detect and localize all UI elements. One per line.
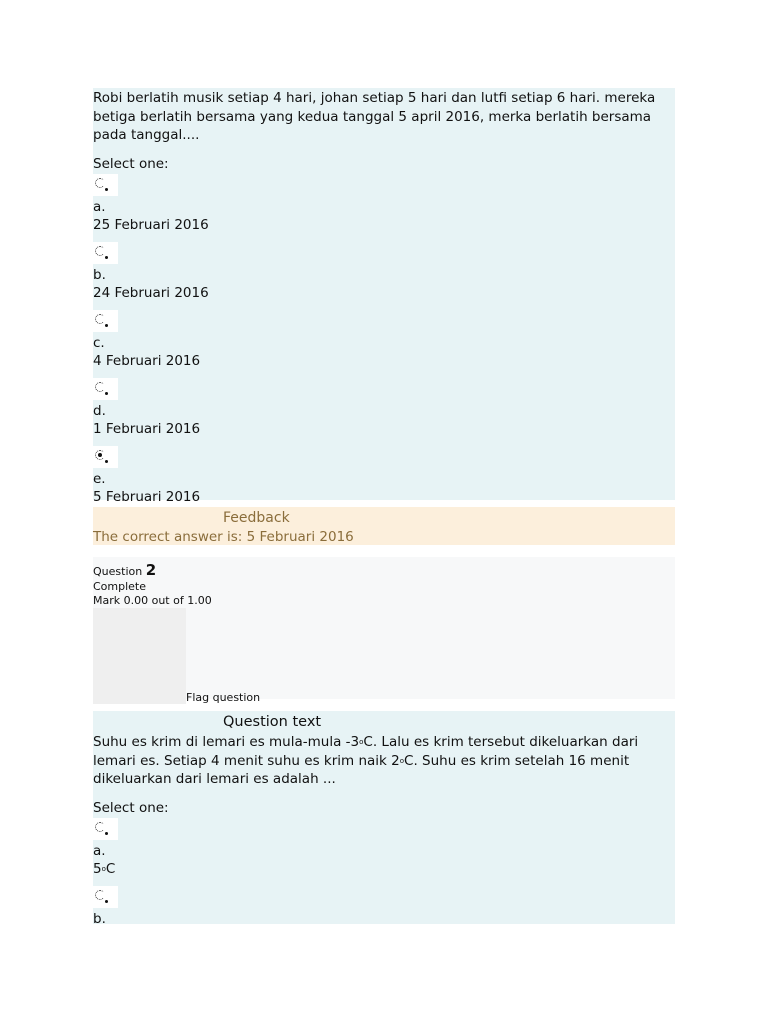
degree-sign: o xyxy=(101,864,106,873)
radio-button[interactable] xyxy=(93,310,118,332)
option-text xyxy=(93,860,675,878)
option-letter: c. xyxy=(93,334,105,351)
select-one-label: Select one: xyxy=(93,799,169,816)
radio-icon xyxy=(95,314,105,324)
question-1-text: Robi berlatih musik setiap 4 hari, johan setiap 5 hari dan lutfi setiap 6 hari. mereka betiga berlatih bersama yang kedua tanggal 5 april 2016, merka berlatih bersama pada tanggal.... xyxy=(93,90,656,143)
option-text: 1 Februari 2016 xyxy=(93,420,201,437)
radio-button[interactable] xyxy=(93,378,118,400)
question-label: Question xyxy=(93,565,143,578)
feedback-block xyxy=(93,507,675,545)
radio-icon xyxy=(95,382,105,392)
question-1-block xyxy=(93,88,675,505)
radio-button[interactable] xyxy=(93,818,118,840)
flag-icon[interactable] xyxy=(93,608,186,704)
option-a[interactable] xyxy=(93,818,675,878)
question-number xyxy=(93,557,675,579)
degree-sign: o xyxy=(359,738,364,746)
option-letter: b. xyxy=(93,910,106,927)
option-b[interactable] xyxy=(93,242,675,302)
q2-text-3: C. Suhu es krim setelah 16 menit dikeluarkan dari lemari es adalah ... xyxy=(93,752,630,787)
radio-button[interactable] xyxy=(93,174,118,196)
option-b[interactable] xyxy=(93,886,675,928)
q2-text-1: Suhu es krim di lemari es mula-mula -3 xyxy=(93,734,360,750)
radio-icon xyxy=(95,890,105,900)
option-unit: C xyxy=(105,860,116,877)
radio-button[interactable] xyxy=(93,886,118,908)
option-value: 5 xyxy=(93,860,102,877)
feedback-title: Feedback xyxy=(223,510,290,526)
option-letter: d. xyxy=(93,402,106,419)
degree-sign: o xyxy=(399,756,405,765)
option-letter: e. xyxy=(93,470,106,487)
radio-button[interactable] xyxy=(93,242,118,264)
option-text: 24 Februari 2016 xyxy=(93,284,209,301)
q2-text-2: C. Lalu es krim tersebut dikeluarkan dari lemari es. Setiap 4 menit suhu es krim naik 2 xyxy=(93,734,639,769)
radio-checked-icon xyxy=(95,450,105,460)
question-state: Complete xyxy=(93,580,147,593)
radio-icon xyxy=(95,246,105,256)
option-letter: a. xyxy=(93,198,106,215)
question-2-text xyxy=(93,732,675,789)
question-number-value: 2 xyxy=(145,561,157,579)
option-a[interactable] xyxy=(93,174,675,234)
option-text: 5 Februari 2016 xyxy=(93,488,201,505)
question-2-info xyxy=(93,557,675,704)
option-c[interactable] xyxy=(93,310,675,370)
option-text: 25 Februari 2016 xyxy=(93,216,209,233)
option-letter: a. xyxy=(93,842,106,859)
radio-icon xyxy=(95,822,105,832)
option-e[interactable] xyxy=(93,446,675,506)
question-text-title: Question text xyxy=(223,714,322,730)
question-mark: Mark 0.00 out of 1.00 xyxy=(93,594,212,607)
flag-question-area[interactable] xyxy=(93,608,675,705)
question-2-block xyxy=(93,711,675,927)
option-d[interactable] xyxy=(93,378,675,438)
radio-button-selected[interactable] xyxy=(93,446,118,468)
option-text: 4 Februari 2016 xyxy=(93,352,201,369)
feedback-correct-answer: The correct answer is: 5 Februari 2016 xyxy=(93,529,354,545)
flag-question-link[interactable]: Flag question xyxy=(186,691,261,704)
option-letter: b. xyxy=(93,266,106,283)
radio-icon xyxy=(95,178,105,188)
select-one-label: Select one: xyxy=(93,155,169,172)
